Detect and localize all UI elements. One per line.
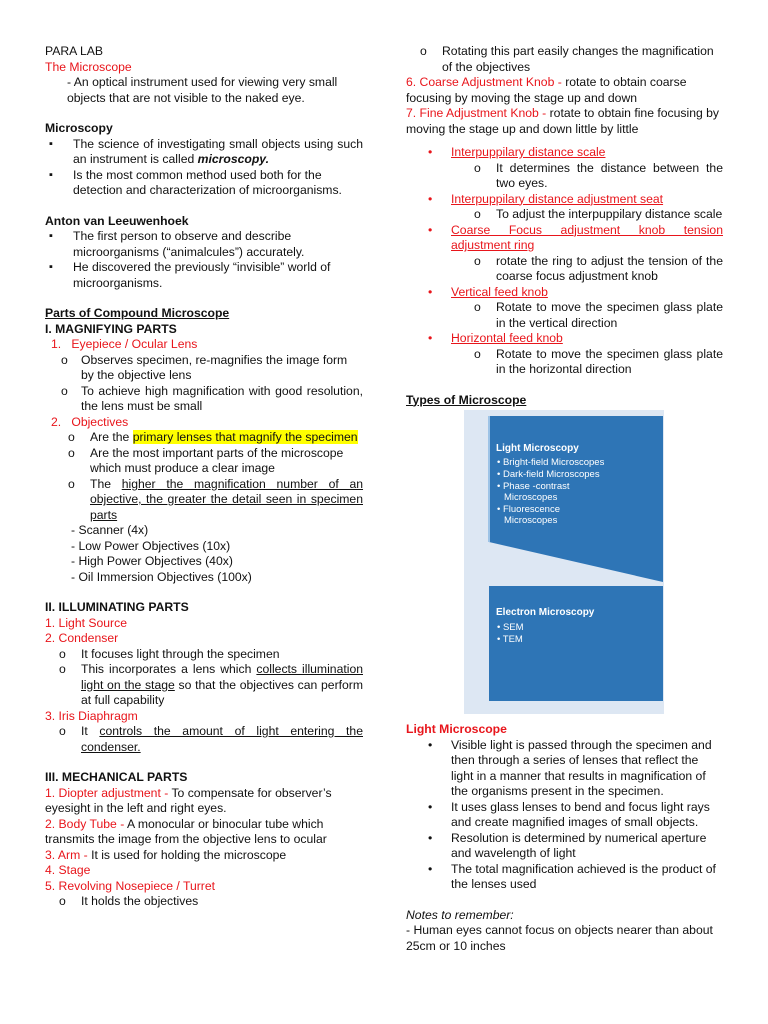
- eyepiece-sub-1: o Observes specimen, re-magnifies the image form by the objective lens: [61, 352, 348, 382]
- list-item: • Resolution is determined by numerical aperture and wavelength of light: [428, 830, 707, 860]
- light-source-label: 1. Light Source: [45, 615, 127, 630]
- stage-label: 4. Stage: [45, 863, 91, 877]
- notes-text: - Human eyes cannot focus on objects nearer than about 25cm or 10 inches: [406, 923, 713, 953]
- left-column: [45, 44, 363, 910]
- notes-heading: Notes to remember:: [406, 907, 514, 922]
- list-item-sub: o To adjust the interpuppilary distance scale: [474, 207, 723, 221]
- microscopy-heading: Microscopy: [45, 121, 113, 135]
- objective-types-list: [45, 523, 363, 585]
- diopter-item: 1. Diopter adjustment - To compensate for observer’s eyesight in the left and right eyes.: [45, 785, 332, 815]
- microscope-heading: The Microscope: [45, 59, 132, 74]
- leeuwenhoek-bullet-2: ▪ He discovered the previously “invisible” world of microorganisms.: [45, 260, 363, 291]
- objective-type: - Scanner (4x): [71, 523, 149, 537]
- electron-microscopy-item: • SEM: [497, 622, 524, 633]
- leeuwenhoek-bullet-1: ▪ The first person to observe and describe microorganisms (“animalcules”) accurately.: [45, 229, 363, 260]
- objectives-sub-3: o The higher the magnification number of an objective, the greater the detail seen in specimen parts: [68, 476, 364, 522]
- illuminating-parts-heading: II. ILLUMINATING PARTS: [45, 600, 189, 614]
- objectives-label: 2. Objectives: [51, 414, 129, 429]
- microscopy-bullet-1: ▪ The science of investigating small objects using such an instrument is called microscopy.: [45, 137, 363, 168]
- light-microscopy-item: • Phase -contrast: [497, 481, 570, 492]
- iris-diaphragm-label: 3. Iris Diaphragm: [45, 708, 138, 723]
- list-item: • Interpuppilary distance adjustment seat: [428, 191, 664, 206]
- nosepiece-sub-2: o Rotating this part easily changes the magnification of the objectives: [420, 44, 714, 74]
- iris-sub: o It controls the amount of light entering the condenser.: [59, 724, 363, 754]
- microscopy-bullet-2: ▪ Is the most common method used both for the detection and characterization of microorganisms.: [45, 168, 363, 199]
- list-item: • Visible light is passed through the specimen and then through a series of lenses that reflect the light in a manner that results in magnification of the organisms present in the specimen.: [428, 737, 712, 798]
- objective-type: - Low Power Objectives (10x): [71, 538, 231, 553]
- microscope-definition: - An optical instrument used for viewing very small objects that are not visible to the naked eye.: [67, 75, 338, 105]
- list-item: • The total magnification achieved is the product of the lenses used: [428, 861, 716, 891]
- condenser-sub-1: o It focuses light through the specimen: [59, 646, 280, 661]
- body-tube-item: 2. Body Tube - A monocular or binocular tube which transmits the image from the objective lens to ocular: [45, 816, 327, 846]
- list-item-sub: o Rotate to move the specimen glass plate in the horizontal direction: [474, 346, 723, 376]
- electron-microscopy-title: Electron Microscopy: [496, 607, 595, 618]
- fine-knob-item: 7. Fine Adjustment Knob - rotate to obtain fine focusing by moving the stage up and down little by little: [406, 106, 720, 136]
- light-microscopy-item: • Dark-field Microscopes: [497, 469, 600, 480]
- list-item-sub: o rotate the ring to adjust the tension of the coarse focus adjustment knob: [474, 253, 723, 283]
- condenser-sub-2: o This incorporates a lens which collects illumination light on the stage so that the objectives can perform at full capability: [59, 662, 363, 707]
- binocular-parts-list: [406, 145, 723, 378]
- list-item: • Coarse Focus adjustment knob tension adjustment ring: [428, 222, 723, 252]
- parts-heading: Parts of Compound Microscope: [45, 306, 230, 320]
- light-microscope-heading: Light Microscope: [406, 722, 507, 736]
- list-item: • Interpuppilary distance scale: [428, 145, 606, 159]
- list-item: • Horizontal feed knob: [428, 331, 563, 345]
- light-microscopy-title: Light Microscopy: [496, 443, 579, 454]
- light-microscopy-item: Microscopes: [504, 515, 558, 526]
- eyepiece-sub-2: o To achieve high magnification with good resolution, the lens must be small: [61, 383, 363, 413]
- microscope-types-diagram: [464, 410, 664, 714]
- condenser-label: 2. Condenser: [45, 631, 119, 645]
- arm-item: 3. Arm - It is used for holding the microscope: [45, 847, 287, 862]
- eyepiece-label: 1. Eyepiece / Ocular Lens: [51, 337, 198, 351]
- coarse-knob-item: 6. Coarse Adjustment Knob - rotate to obtain coarse focusing by moving the stage up and down: [406, 75, 687, 105]
- objectives-sub-2: o Are the most important parts of the microscope which must produce a clear image: [68, 445, 344, 475]
- types-heading: Types of Microscope: [406, 392, 527, 407]
- objectives-sub-1: o Are the primary lenses that magnify the specimen: [68, 430, 358, 444]
- electron-microscopy-item: • TEM: [497, 634, 523, 645]
- leeuwenhoek-heading: Anton van Leeuwenhoek: [45, 213, 189, 228]
- list-item-sub: o It determines the distance between the two eyes.: [474, 160, 723, 190]
- light-microscopy-item: Microscopes: [504, 492, 558, 503]
- nosepiece-label: 5. Revolving Nosepiece / Turret: [45, 878, 216, 893]
- mechanical-parts-heading: III. MECHANICAL PARTS: [45, 770, 188, 784]
- list-item: • It uses glass lenses to bend and focus light rays and create magnified images of small objects.: [428, 799, 710, 829]
- nosepiece-sub-1: o It holds the objectives: [59, 894, 199, 908]
- right-column: [406, 44, 723, 954]
- list-item: • Vertical feed knob: [428, 284, 548, 299]
- magnifying-parts-heading: I. MAGNIFYING PARTS: [45, 321, 177, 336]
- light-microscopy-item: • Fluorescence: [497, 504, 560, 515]
- objective-type: - Oil Immersion Objectives (100x): [71, 569, 252, 584]
- document-title: PARA LAB: [45, 44, 104, 58]
- list-item-sub: o Rotate to move the specimen glass plate in the vertical direction: [474, 300, 723, 330]
- light-microscopy-item: • Bright-field Microscopes: [497, 457, 605, 468]
- objective-type: - High Power Objectives (40x): [71, 554, 233, 568]
